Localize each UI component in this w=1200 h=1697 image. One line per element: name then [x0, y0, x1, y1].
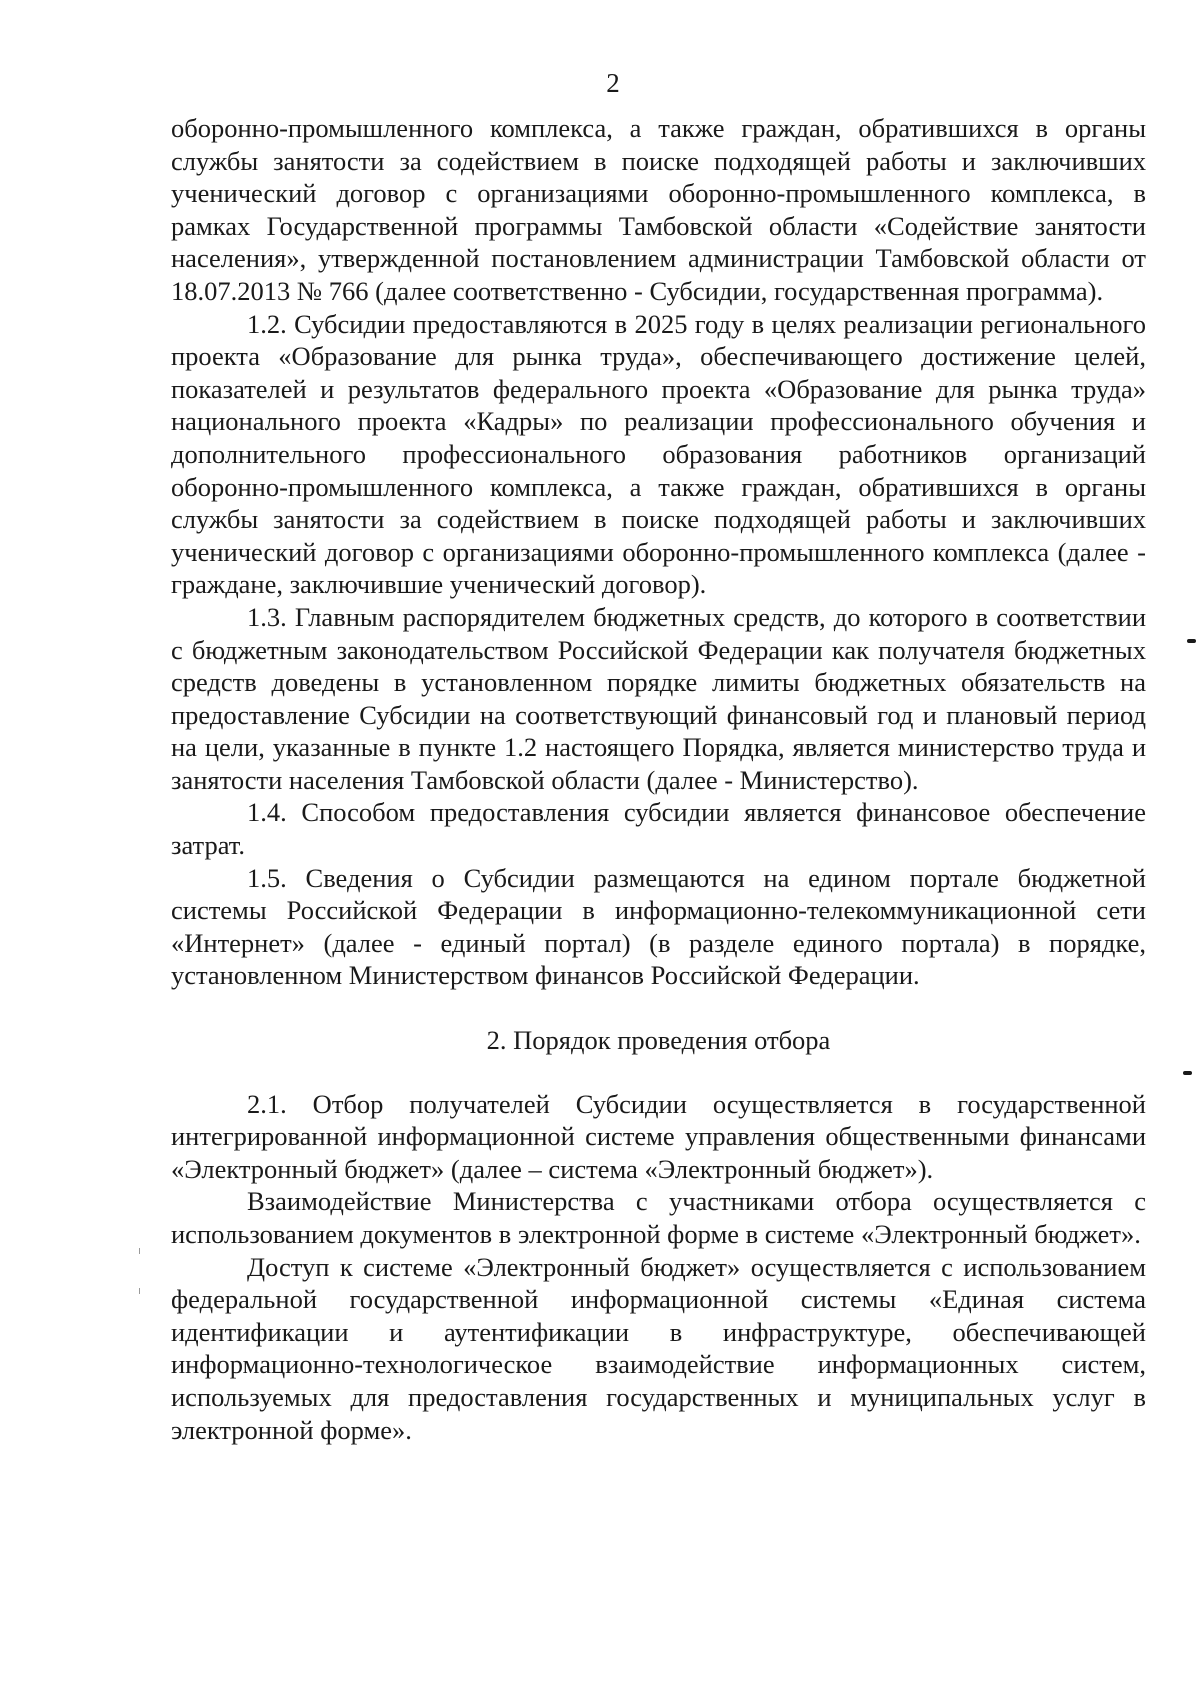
paragraph-2-1: 2.1. Отбор получателей Субсидии осуществляется в государственной интегрированной информационной системе управления общественными финансами «Электронный бюджет» (далее – система «Электронный бюджет»).: [171, 1088, 1146, 1184]
section-heading: 2. Порядок проведения отбора: [486, 1025, 831, 1056]
paragraph-continuation: оборонно-промышленного комплекса, а также граждан, обратившихся в органы службы занятости за содействием в поиске подходящей работы и заключивших ученический договор с организациями оборонно-промышленного комплекса, в рамках Государственной программы Тамбовской области «Содействие занятости населения», утвержденной постановлением администрации Тамбовской области от 18.07.2013 № 766 (далее соответственно - Субсидии, государственная программа).: [171, 113, 1146, 306]
page-number: 2: [606, 68, 620, 98]
paragraph-2-1-access: Доступ к системе «Электронный бюджет» осуществляется с использованием федеральной государственной информационной системы «Единая система идентификации и аутентификации в инфраструктуре, обеспечивающей информационно-технологическое взаимодействие информационных систем, используемых для предоставления государственных и муниципальных услуг в электронной форме».: [171, 1251, 1146, 1445]
scan-speck-left: [139, 1248, 140, 1254]
paragraph-1-2: 1.2. Субсидии предоставляются в 2025 году в целях реализации регионального проекта «Образование для рынка труда», обеспечивающего достижение целей, показателей и результатов федерального проекта «Образование для рынка труда» национального проекта «Кадры» по реализации профессионального обучения и дополнительного профессионального образования работников организаций оборонно-промышленного комплекса, а также граждан, обратившихся в органы службы занятости за содействием в поиске подходящей работы и заключивших ученический договор с организациями оборонно-промышленного комплекса (далее - граждане, заключившие ученический договор).: [171, 308, 1146, 600]
paragraph-2-1-interaction: Взаимодействие Министерства с участниками отбора осуществляется с использованием документов в электронной форме в системе «Электронный бюджет».: [171, 1186, 1146, 1249]
paragraph-1-3: 1.3. Главным распорядителем бюджетных средств, до которого в соответствии с бюджетным законодательством Российской Федерации как получателя бюджетных средств доведены в установленном порядке лимиты бюджетных обязательств на предоставление Субсидии на соответствующий финансовый год и плановый период на цели, указанные в пункте 1.2 настоящего Порядка, является министерство труда и занятости населения Тамбовской области (далее - Министерство).: [171, 601, 1146, 795]
document-body: [171, 112, 1146, 1446]
paragraph-1-4: 1.4. Способом предоставления субсидии является финансовое обеспечение затрат.: [171, 797, 1146, 861]
scan-mark-upper: [1187, 639, 1196, 643]
scan-speck-left-lower: [139, 1288, 140, 1294]
paragraph-1-5: 1.5. Сведения о Субсидии размещаются на едином портале бюджетной системы Российской Федерации в информационно-телекоммуникационной сети «Интернет» (далее - единый портал) (в разделе единого портала) в порядке, установленном Министерством финансов Российской Федерации.: [171, 862, 1146, 991]
scan-mark-lower: [1183, 1071, 1192, 1075]
